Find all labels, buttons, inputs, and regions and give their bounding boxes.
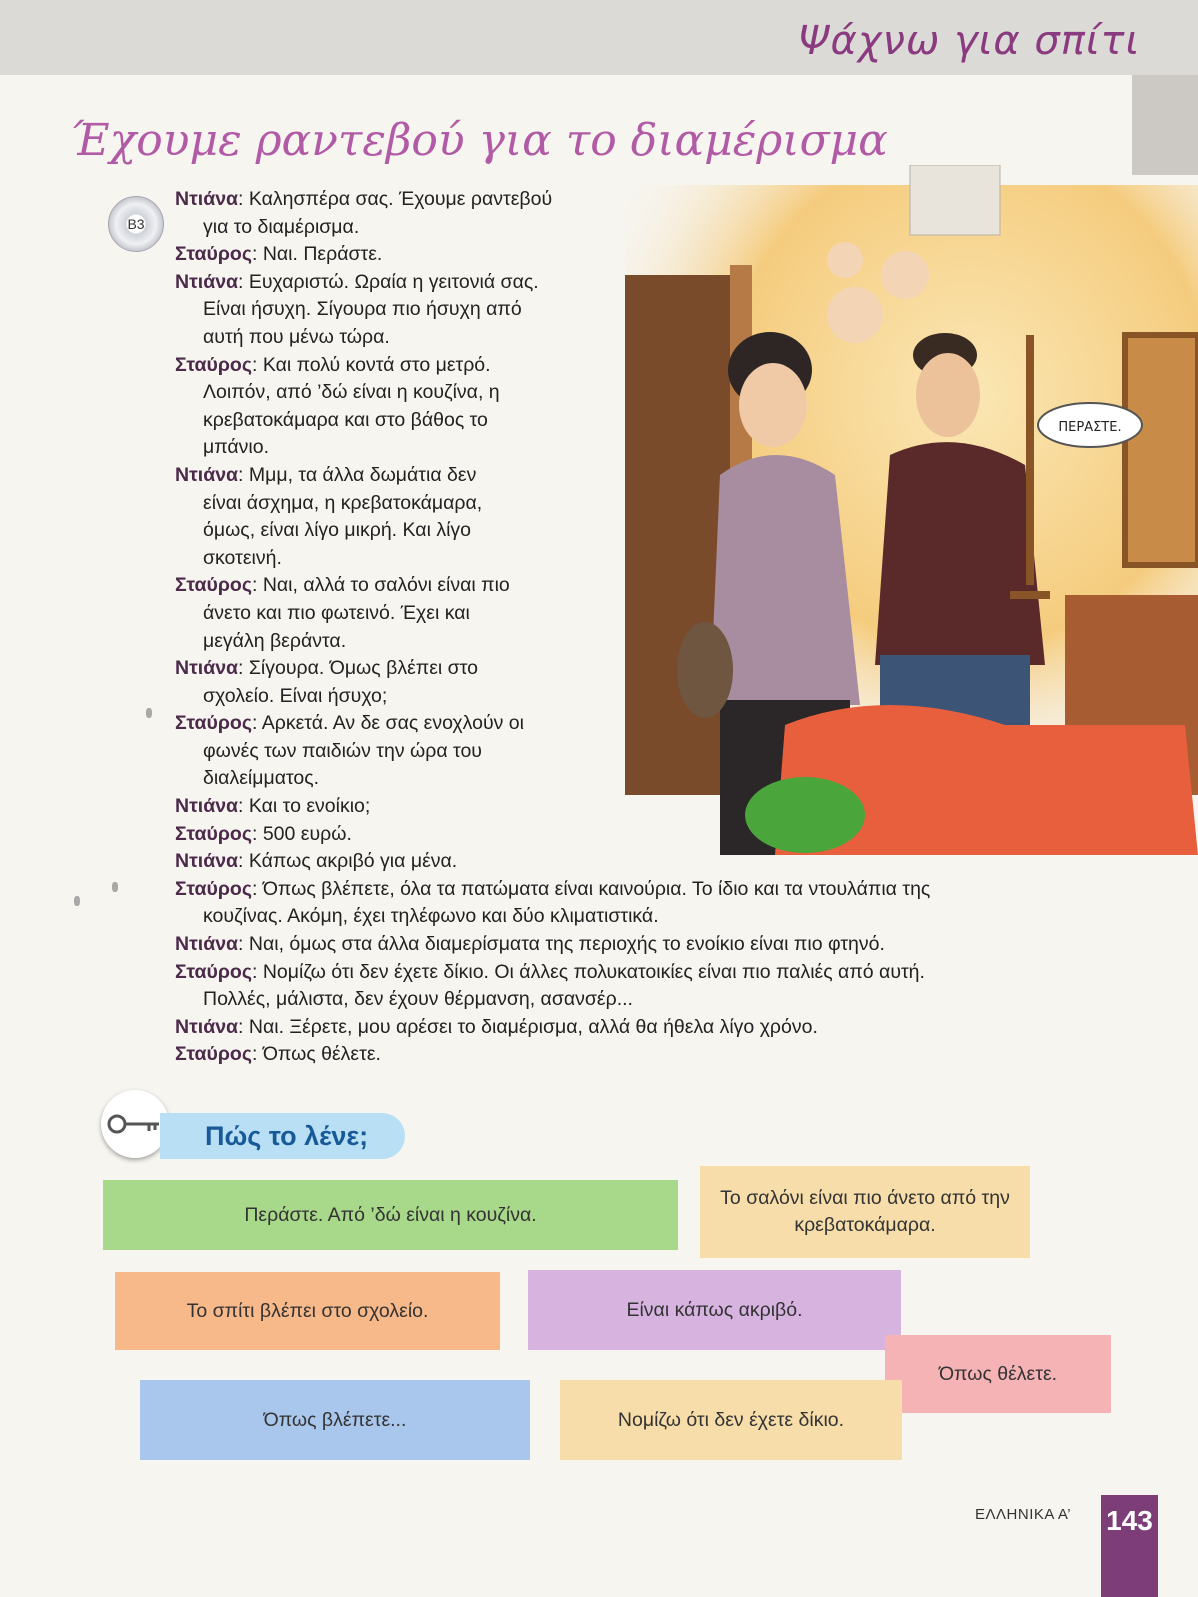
dialogue-line: Σταύρος: Και πολύ κοντά στο μετρό.	[175, 353, 491, 376]
speaker-name: Σταύρος	[175, 1043, 252, 1066]
phrase-card: Περάστε. Από ’δώ είναι η κουζίνα.	[103, 1180, 678, 1250]
dialogue-text: για το διαμέρισμα.	[203, 215, 360, 238]
speaker-name: Ντιάνα	[175, 188, 239, 210]
dialogue-text: κρεβατοκάμαρα και στο βάθος το	[203, 408, 488, 431]
speaker-name: Σταύρος	[175, 960, 252, 983]
speaker-name: Σταύρος	[175, 574, 252, 597]
phrase-card: Το σαλόνι είναι πιο άνετο από την κρεβατοκάμαρα.	[700, 1166, 1030, 1258]
dialogue-text: Καλησπέρα σας. Έχουμε ραντεβού	[248, 188, 553, 210]
dialogue	[175, 186, 1135, 1069]
dialogue-text: 500 ευρώ.	[262, 822, 352, 845]
dialogue-text: Ναι. Ξέρετε, μου αρέσει το διαμέρισμα, αλλά θα ήθελα λίγο χρόνο.	[248, 1015, 818, 1038]
dialogue-text: σκοτεινή.	[203, 546, 282, 569]
dialogue-text: φωνές των παιδιών την ώρα του	[203, 739, 482, 762]
key-badge	[101, 1090, 169, 1158]
phrases-heading: Πώς το λένε;	[160, 1113, 405, 1159]
dialogue-text: Όπως βλέπετε, όλα τα πατώματα είναι καινούρια. Το ίδιο και τα ντουλάπια της	[262, 877, 931, 900]
speaker-name: Σταύρος	[175, 243, 252, 266]
speaker-name: Ντιάνα	[175, 657, 239, 680]
dialogue-line: Σταύρος: 500 ευρώ.	[175, 822, 352, 845]
dialogue-text: Πολλές, μάλιστα, δεν έχουν θέρμανση, ασανσέρ...	[203, 988, 633, 1011]
section-title: Ψάχνω για σπίτι	[798, 18, 1140, 64]
phrase-card: Όπως βλέπετε...	[140, 1380, 530, 1460]
dialogue-line	[175, 324, 658, 352]
dialogue-text: μπάνιο.	[203, 436, 270, 459]
dialogue-line	[175, 600, 658, 628]
dialogue-line: Ντιάνα: Ευχαριστώ. Ωραία η γειτονιά σας.	[175, 270, 539, 293]
speaker-name: Σταύρος	[175, 877, 252, 900]
dialogue-line	[175, 765, 658, 793]
dialogue-line: Ντιάνα: Μμμ, τα άλλα δωμάτια δεν	[175, 463, 477, 486]
dialogue-text: μεγάλη βεράντα.	[203, 629, 347, 652]
lesson-title: Έχουμε ραντεβού για το διαμέρισμα	[70, 115, 888, 166]
cd-icon[interactable]	[108, 196, 164, 252]
dialogue-text: Και πολύ κοντά στο μετρό.	[262, 353, 491, 376]
mirror	[1125, 335, 1198, 565]
side-band	[1132, 75, 1198, 175]
speech-bubble-text: ΠΕΡΑΣΤΕ.	[1058, 420, 1122, 435]
dialogue-text: Ευχαριστώ. Ωραία η γειτονιά σας.	[248, 270, 539, 293]
dialogue-line: Ντιάνα: Κάπως ακριβό για μένα.	[175, 850, 458, 873]
speaker-name: Σταύρος	[175, 822, 252, 845]
dialogue-line	[175, 434, 658, 462]
dialogue-text: Ναι, όμως στα άλλα διαμερίσματα της περιοχής το ενοίκιο είναι πιο φτηνό.	[248, 933, 885, 956]
dialogue-text: διαλείμματος.	[203, 767, 320, 790]
dialogue-line	[175, 517, 658, 545]
footer-book-title: ΕΛΛΗΝΙΚΑ Α’	[975, 1506, 1072, 1523]
speaker-name: Ντιάνα	[175, 463, 239, 486]
speaker-name: Ντιάνα	[175, 795, 239, 818]
dialogue-line: Ντιάνα: Ναι, όμως στα άλλα διαμερίσματα της περιοχής το ενοίκιο είναι πιο φτηνό.	[175, 933, 885, 956]
speaker-name: Ντιάνα	[175, 1015, 239, 1038]
audio-track-label: B3	[127, 216, 145, 232]
dialogue-line: Σταύρος: Ναι. Περάστε.	[175, 243, 383, 266]
dialogue-line: Ντιάνα: Καλησπέρα σας. Έχουμε ραντεβού	[175, 188, 553, 210]
dialogue-line: Σταύρος: Όπως βλέπετε, όλα τα πατώματα είναι καινούρια. Το ίδιο και τα ντουλάπια της	[175, 877, 931, 900]
dialogue-text: Είναι ήσυχη. Σίγουρα πιο ήσυχη από	[203, 298, 522, 321]
page-number: 143	[1101, 1495, 1158, 1597]
scan-speck	[74, 896, 80, 906]
dialogue-line	[175, 490, 658, 518]
dialogue-text: Και το ενοίκιο;	[248, 795, 371, 818]
dialogue-line	[175, 628, 658, 656]
phrase-card: Είναι κάπως ακριβό.	[528, 1270, 901, 1350]
dialogue-line	[175, 379, 658, 407]
speaker-name: Ντιάνα	[175, 850, 239, 873]
dialogue-line: Σταύρος: Αρκετά. Αν δε σας ενοχλούν οι	[175, 712, 524, 735]
dialogue-text: Ναι, αλλά το σαλόνι είναι πιο	[262, 574, 510, 597]
dialogue-line	[175, 683, 658, 711]
dialogue-text: σχολείο. Είναι ήσυχο;	[203, 684, 388, 707]
phrase-card: Νομίζω ότι δεν έχετε δίκιο.	[560, 1380, 902, 1460]
dialogue-text: όμως, είναι λίγο μικρή. Και λίγο	[203, 519, 471, 542]
dialogue-line	[175, 903, 1143, 931]
dialogue-line	[175, 738, 658, 766]
dialogue-line	[175, 296, 658, 324]
key-icon	[107, 1109, 163, 1139]
dialogue-line: Σταύρος: Όπως θέλετε.	[175, 1043, 381, 1066]
dialogue-text: αυτή που μένω τώρα.	[203, 325, 390, 348]
dialogue-text: κουζίνας. Ακόμη, έχει τηλέφωνο και δύο κλιματιστικά.	[203, 905, 659, 928]
phrase-card: Το σπίτι βλέπει στο σχολείο.	[115, 1272, 500, 1350]
dialogue-text: άνετο και πιο φωτεινό. Έχει και	[203, 601, 470, 624]
dialogue-text: είναι άσχημα, η κρεβατοκάμαρα,	[203, 491, 483, 514]
dialogue-line: Σταύρος: Νομίζω ότι δεν έχετε δίκιο. Οι άλλες πολυκατοικίες είναι πιο παλιές από αυτή.	[175, 960, 925, 983]
speaker-name: Ντιάνα	[175, 270, 239, 293]
dialogue-text: Αρκετά. Αν δε σας ενοχλούν οι	[261, 712, 524, 735]
dialogue-line: Ντιάνα: Σίγουρα. Όμως βλέπει στο	[175, 657, 478, 680]
dialogue-line: Ντιάνα: Και το ενοίκιο;	[175, 795, 371, 818]
dialogue-text: Νομίζω ότι δεν έχετε δίκιο. Οι άλλες πολυκατοικίες είναι πιο παλιές από αυτή.	[262, 960, 925, 983]
dialogue-text: Σίγουρα. Όμως βλέπει στο	[248, 657, 478, 680]
speaker-name: Σταύρος	[175, 353, 252, 376]
scan-speck	[112, 882, 118, 892]
dialogue-line	[175, 986, 1143, 1014]
dialogue-text: Λοιπόν, από ’δώ είναι η κουζίνα, η	[203, 381, 500, 404]
speaker-name: Σταύρος	[175, 712, 252, 735]
dialogue-line	[175, 407, 658, 435]
phrase-card: Όπως θέλετε.	[885, 1335, 1111, 1413]
speaker-name: Ντιάνα	[175, 933, 239, 956]
scan-speck	[146, 708, 152, 718]
dialogue-text: Όπως θέλετε.	[262, 1043, 381, 1066]
dialogue-text: Ναι. Περάστε.	[262, 243, 383, 266]
dialogue-line	[175, 545, 658, 573]
dialogue-line: Ντιάνα: Ναι. Ξέρετε, μου αρέσει το διαμέρισμα, αλλά θα ήθελα λίγο χρόνο.	[175, 1015, 818, 1038]
dialogue-line	[175, 214, 658, 242]
dialogue-line: Σταύρος: Ναι, αλλά το σαλόνι είναι πιο	[175, 574, 510, 597]
dialogue-text: Μμμ, τα άλλα δωμάτια δεν	[248, 463, 477, 486]
dialogue-text: Κάπως ακριβό για μένα.	[248, 850, 458, 873]
